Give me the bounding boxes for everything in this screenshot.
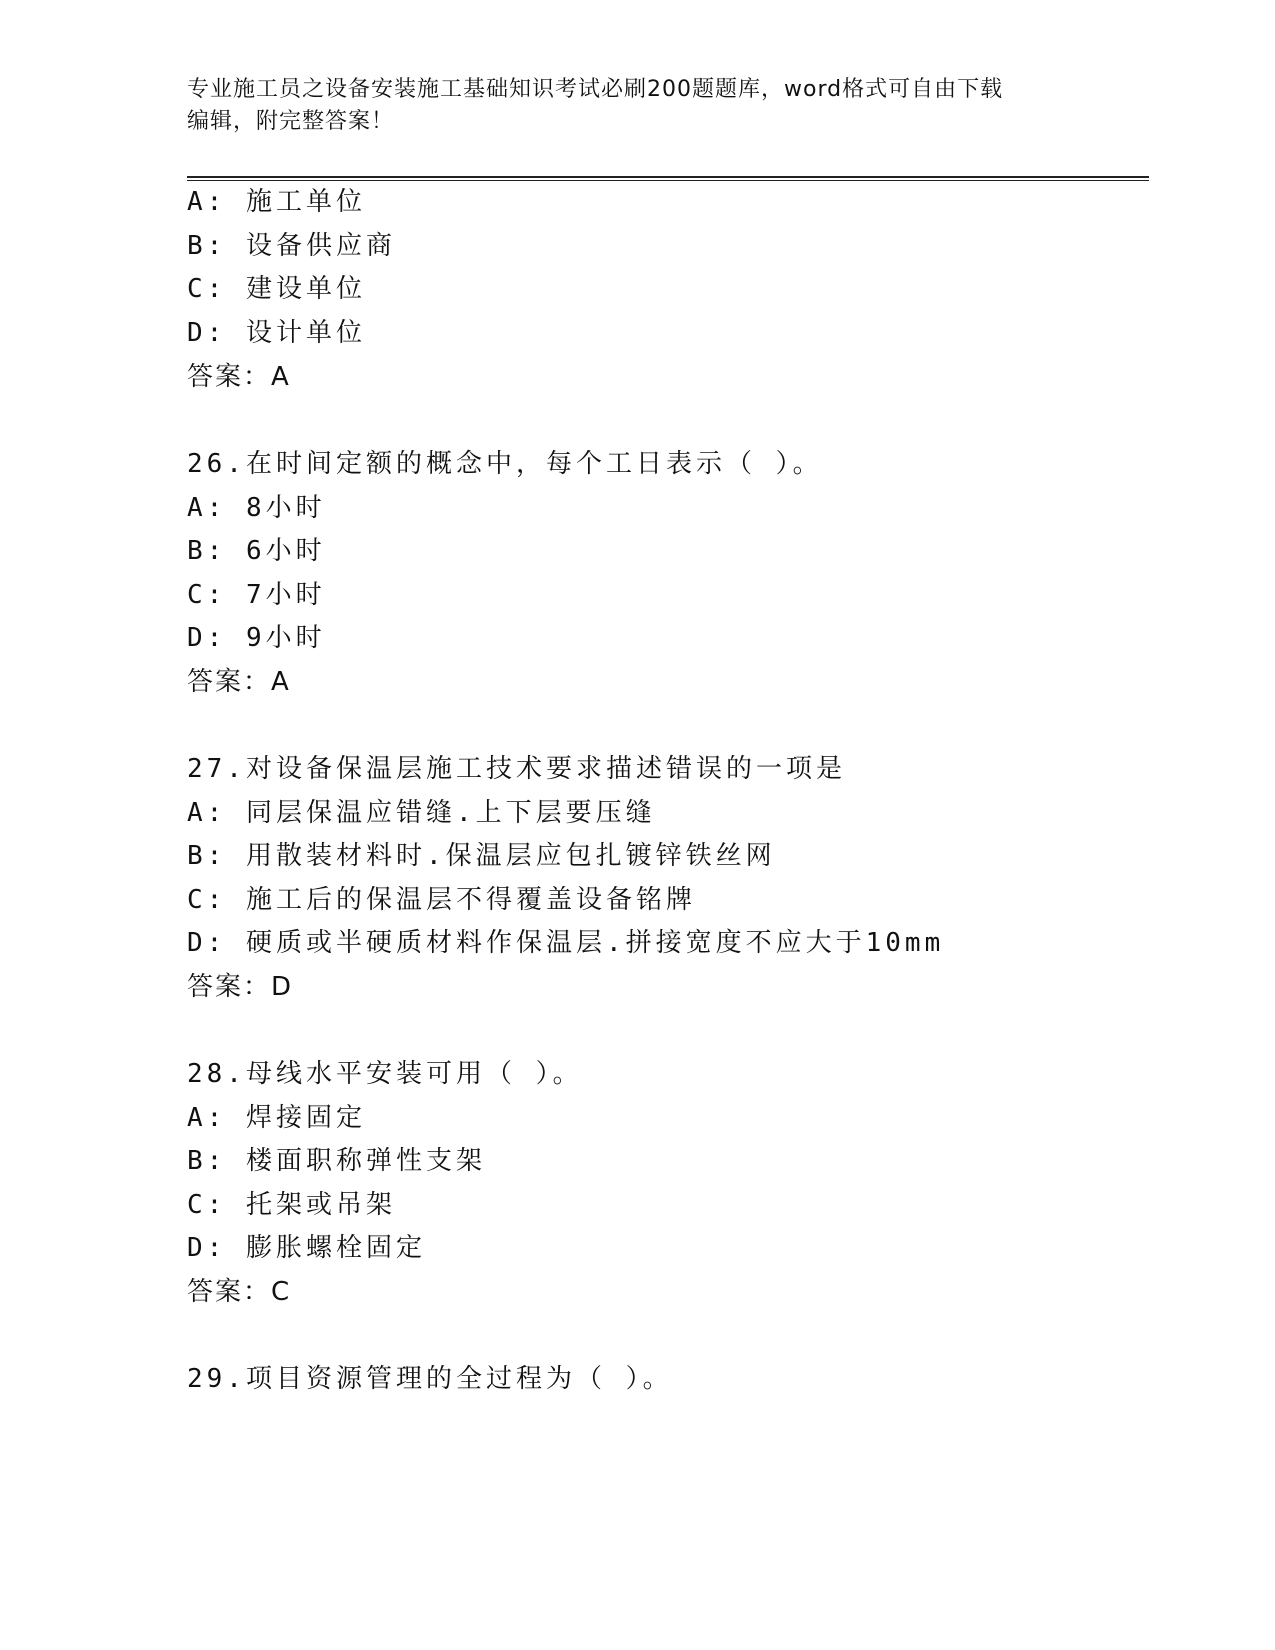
q27-question: 27.对设备保温层施工技术要求描述错误的一项是 — [187, 754, 846, 784]
q27-option-d: D: 硬质或半硬质材料作保温层.拼接宽度不应大于10mm — [187, 928, 945, 958]
q27-answer: 答案：D — [187, 972, 294, 1002]
q27-option-a: A: 同层保温应错缝.上下层要压缝 — [187, 798, 656, 828]
q28-option-b: B: 楼面职称弹性支架 — [187, 1146, 486, 1176]
document-header — [187, 74, 1067, 138]
q25-option-d: D: 设计单位 — [187, 318, 366, 348]
q25-option-a: A: 施工单位 — [187, 187, 366, 217]
q29-question: 29.项目资源管理的全过程为（ ）。 — [187, 1364, 673, 1394]
q25-option-b: B: 设备供应商 — [187, 231, 396, 261]
header-line-1: 专业施工员之设备安装施工基础知识考试必刷200题题库，word格式可自由下载 — [187, 77, 1004, 102]
q26-option-a: A: 8小时 — [187, 493, 326, 523]
header-line-2: 编辑，附完整答案！ — [187, 109, 395, 134]
q25-option-c: C: 建设单位 — [187, 274, 366, 304]
q28-option-d: D: 膨胀螺栓固定 — [187, 1233, 426, 1263]
q26-answer: 答案：A — [187, 667, 291, 697]
header-divider — [187, 176, 1149, 181]
q27-option-c: C: 施工后的保温层不得覆盖设备铭牌 — [187, 885, 696, 915]
q28-option-c: C: 托架或吊架 — [187, 1190, 396, 1220]
q28-answer: 答案：C — [187, 1277, 292, 1307]
q26-option-d: D: 9小时 — [187, 623, 326, 653]
q28-option-a: A: 焊接固定 — [187, 1103, 366, 1133]
q26-option-c: C: 7小时 — [187, 580, 326, 610]
q26-question: 26.在时间定额的概念中，每个工日表示（ ）。 — [187, 449, 823, 479]
q26-option-b: B: 6小时 — [187, 536, 326, 566]
q27-option-b: B: 用散装材料时.保温层应包扎镀锌铁丝网 — [187, 841, 776, 871]
q28-question: 28.母线水平安装可用（ ）。 — [187, 1059, 583, 1089]
q25-answer: 答案：A — [187, 362, 291, 392]
